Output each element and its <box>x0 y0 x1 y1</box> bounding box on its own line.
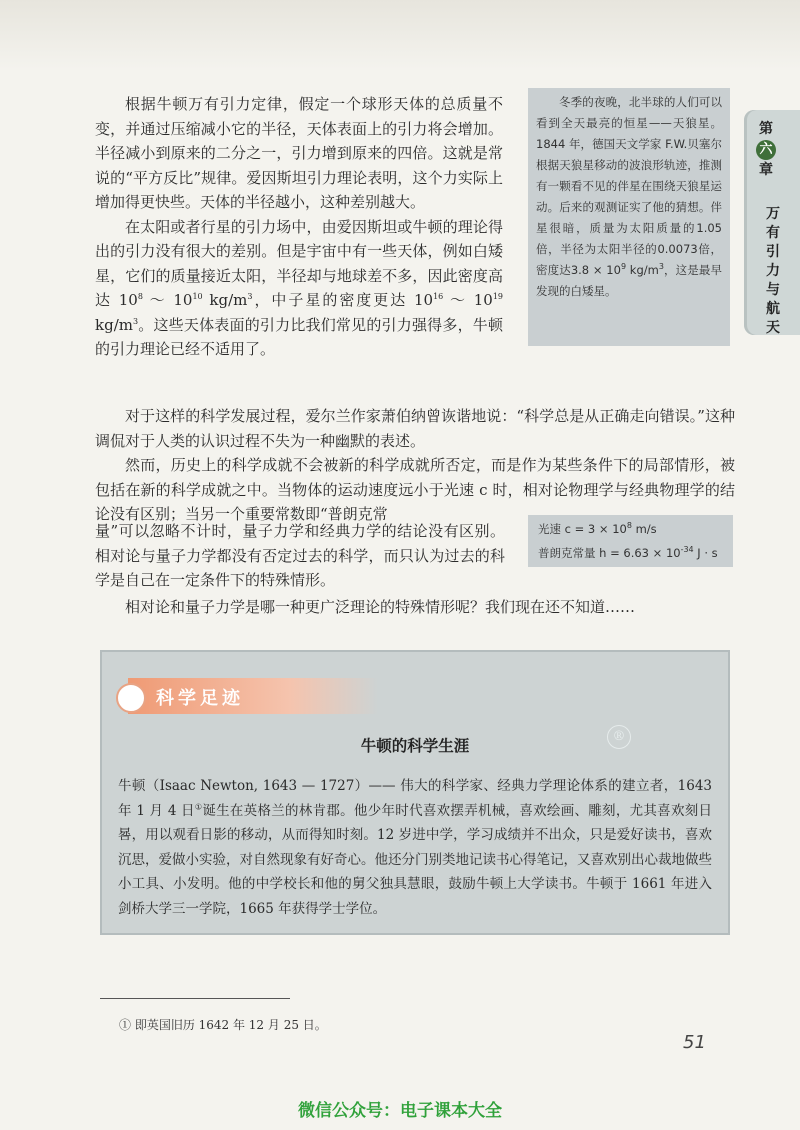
page-number: 51 <box>683 1032 706 1053</box>
paragraph-gravity-law: 根据牛顿万有引力定律，假定一个球形天体的总质量不变，并通过压缩减小它的半径，天体表面上的引力将会增加。半径减小到原来的二分之一，引力增到原来的四倍。这就是常说的“平方反比”规律。爱因斯坦引力理论表明，这个力实际上增加得更快些。天体的半径越小，这种差别越大。 <box>95 95 503 211</box>
footnote-divider <box>100 998 290 999</box>
main-text-column <box>95 92 503 362</box>
history-body: 牛顿（Isaac Newton, 1643 — 1727）—— 伟大的科学家、经典力学理论体系的建立者，1643 年 1 月 4 日①诞生在英格兰的林肯郡。他少年时代喜欢摆弄机械，喜欢绘画、雕刻，尤其喜欢刻日晷，用以观看日影的移动，从而得知时刻。12 岁进中学，学习成绩并不出众，只是爱好读书，喜欢沉思，爱做小实验，对自然现象有好奇心。他还分门别类地记读书心得笔记，又喜欢别出心裁地做些小工具、小发明。他的中学校长和他的舅父独具慧眼，鼓励牛顿上大学读书。牛顿于 1661 年进入剑桥大学三一学院，1665 年获得学士学位。 <box>118 778 713 917</box>
sidenote-sirius: 冬季的夜晚，北半球的人们可以看到全天最亮的恒星——天狼星。1844 年，德国天文学家 F.W.贝塞尔根据天狼星移动的波浪形轨迹，推测有一颗看不见的伴星在围绕天狼星运动。后来的观测证实了他的猜想。伴星很暗，质量为太阳质量的1.05倍，半径为太阳半径的0.0073倍，密度达$3.8 \times 10^9$ $kg/m^3$，这是最早发现的白矮星。 <box>528 88 730 346</box>
speed-of-light: 光速 $c = 3 \times 10^8$ m/s <box>538 521 657 536</box>
full-width-text <box>95 404 735 527</box>
paragraph-open-question: 相对论和量子力学是哪一种更广泛理论的特殊情形呢？我们现在还不知道…… <box>125 598 636 616</box>
watermark: 微信公众号：电子课本大全 <box>298 1101 502 1121</box>
constants-box <box>528 515 733 567</box>
section-label: 科学足迹 <box>156 688 244 709</box>
page-top-shading <box>0 0 800 70</box>
paragraph-continuation: 量”可以忽略不计时，量子力学和经典力学的结论没有区别。相对论与量子力学都没有否定过去的科学，而只认为过去的科学是自己在一定条件下的特殊情形。 <box>95 522 505 589</box>
section-header <box>128 678 378 714</box>
footnote: ① 即英国旧历 1642 年 12 月 25 日。 <box>119 1018 327 1032</box>
planck-constant: 普朗克常量 $h = 6.63 \times 10^{-34}$ J · s <box>538 545 718 560</box>
paragraph-white-dwarf: 在太阳或者行星的引力场中，由爱因斯坦或牛顿的理论得出的引力没有很大的差别。但是宇宙中有一些天体，例如白矮星，它们的质量接近太阳，半径却与地球差不多，因此密度高达 $10^8$ ～ $10^{10}$ $kg/m^3$，中子星的密度更达 $10^{16}$ ～ $10^{19}$ $kg/m^3$。这些天体表面的引力比我们常见的引力强得多，牛顿的引力理论已经不适用了。 <box>95 217 504 358</box>
chapter-number: 第 六 章 <box>755 120 777 180</box>
chapter-title: 万 有 引 力 与 航 天 <box>766 206 780 336</box>
registered-mark-icon: ® <box>607 725 631 749</box>
history-title: 牛顿的科学生涯 <box>360 737 470 755</box>
chapter-tab <box>744 110 800 335</box>
circle-icon <box>116 683 146 713</box>
science-history-box <box>100 650 730 935</box>
chapter-number-badge: 六 <box>756 140 776 160</box>
paragraph-scientific-achievement: 然而，历史上的科学成就不会被新的科学成就所否定，而是作为某些条件下的局部情形，被包括在新的科学成就之中。当物体的运动速度远小于光速 c 时，相对论物理学与经典物理学的结论没有区别；当另一个重要常数即“普朗克常 <box>95 456 735 523</box>
paragraph-shaw-quote: 对于这样的科学发展过程，爱尔兰作家萧伯纳曾诙谐地说：“科学总是从正确走向错误。”这种调侃对于人类的认识过程不失为一种幽默的表述。 <box>95 407 735 450</box>
footnote-marker: ① <box>194 802 203 811</box>
